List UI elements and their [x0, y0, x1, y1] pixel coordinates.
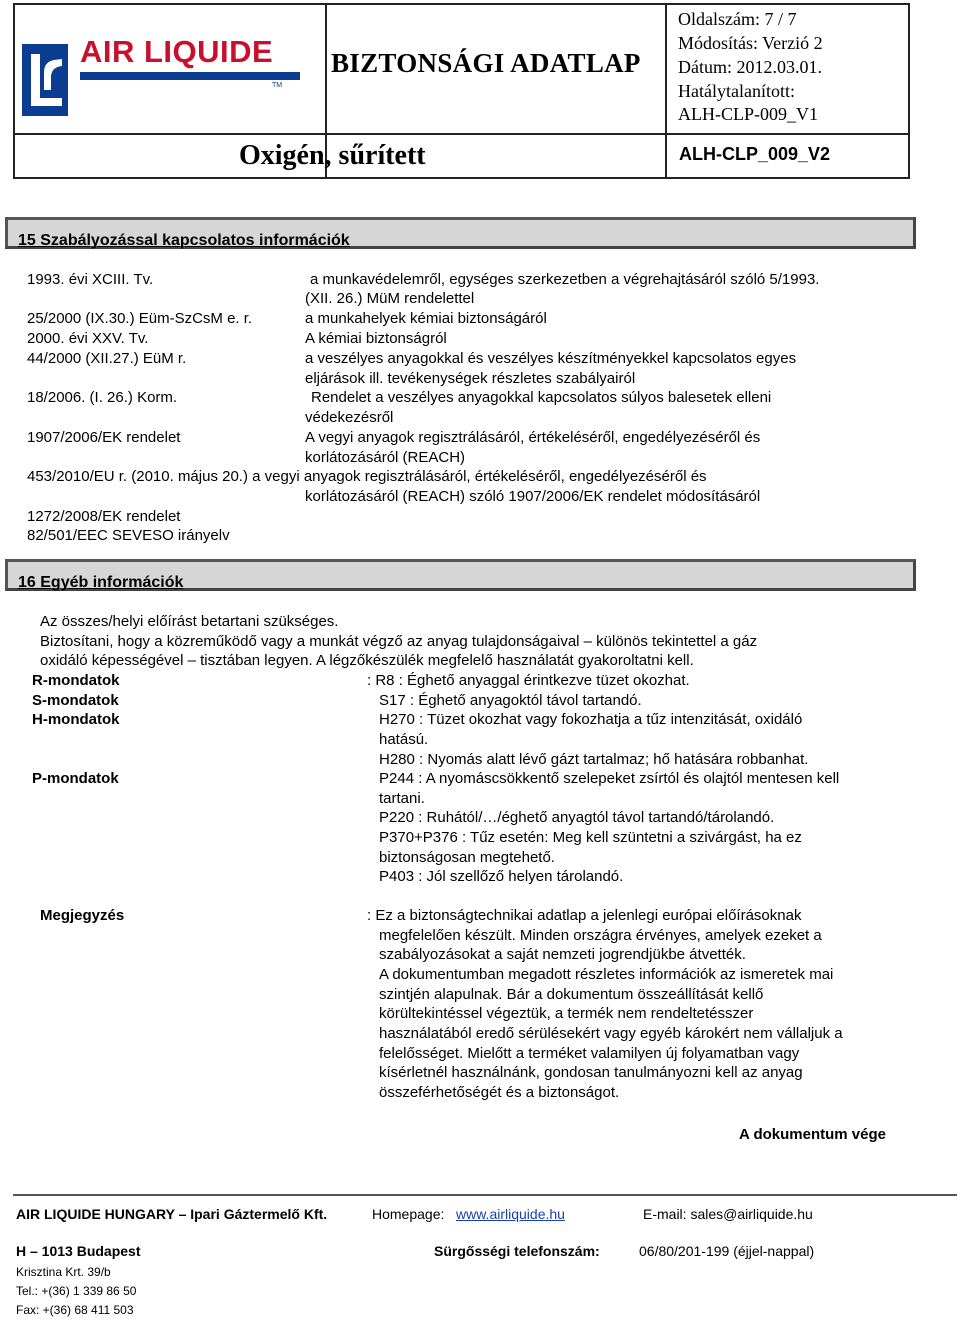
email: E-mail: sales@airliquide.hu — [643, 1206, 813, 1222]
regulation-desc: a munkahelyek kémiai biztonságáról — [305, 310, 547, 327]
regulation-ref: 453/2010/EU r. (2010. május 20.) a vegyi anyagok regisztrálásáról, értékeléséről, engedélyezéséről és — [27, 468, 707, 485]
regulation-desc: A vegyi anyagok regisztrálásáról, értékeléséről, engedélyezéséről és — [305, 429, 761, 446]
regulation-desc: Rendelet a veszélyes anyagokkal kapcsolatos súlyos balesetek elleni — [311, 389, 772, 406]
p-phrase: biztonságosan megtehető. — [379, 849, 555, 866]
p-phrases-label: P-mondatok — [32, 770, 119, 787]
r-phrases-text: : R8 : Éghető anyaggal érintkezve tüzet okozhat. — [367, 672, 690, 689]
footer-divider — [13, 1194, 957, 1196]
p-phrase: P220 : Ruhától/…/éghető anyagtól távol tartandó/tárolandó. — [379, 809, 775, 826]
revision: Módosítás: Verzió 2 — [678, 33, 823, 53]
note-text: : Ez a biztonságtechnikai adatlap a jelenlegi európai előírásoknak — [367, 907, 802, 924]
p-phrase: P370+P376 : Tűz esetén: Meg kell szüntetni a szivárgást, ha ez — [379, 829, 802, 846]
logo-trademark: TM — [272, 82, 283, 89]
s-phrases-label: S-mondatok — [32, 692, 119, 709]
air-liquide-logo-icon — [22, 44, 68, 116]
homepage-link[interactable]: www.airliquide.hu — [456, 1206, 565, 1222]
regulation-desc: (XII. 26.) MüM rendelettel — [305, 290, 475, 307]
telephone: Tel.: +(36) 1 339 86 50 — [16, 1284, 137, 1298]
h-phrase: H270 : Tüzet okozhat vagy fokozhatja a tűz intenzitását, oxidáló — [379, 711, 803, 728]
p-phrase: tartani. — [379, 790, 425, 807]
regulation-desc: A kémiai biztonságról — [305, 330, 447, 347]
regulation-desc: korlátozásáról (REACH) szóló 1907/2006/EK rendelet módosításáról — [305, 488, 761, 505]
emergency-phone-label: Sürgősségi telefonszám: — [434, 1243, 600, 1259]
note-text: használatából eredő sérülésekért vagy egyéb károkért nem vállaljuk a — [379, 1025, 843, 1042]
date: Dátum: 2012.03.01. — [678, 57, 822, 77]
note-text: összeférhetőségét és a biztonságot. — [379, 1084, 620, 1101]
homepage-label: Homepage: — [372, 1206, 445, 1222]
info-text: Biztosítani, hogy a közreműködő vagy a munkát végző az anyag tulajdonságaival – különös tekintettel a gáz — [40, 633, 758, 650]
regulation-desc: védekezésről — [305, 409, 394, 426]
product-name: Oxigén, sűrített — [239, 140, 426, 171]
note-label: Megjegyzés — [40, 907, 125, 924]
regulation-desc: a veszélyes anyagokkal és veszélyes készítményekkel kapcsolatos egyes — [305, 350, 797, 367]
emergency-phone-value: 06/80/201-199 (éjjel-nappal) — [639, 1243, 815, 1259]
note-text: szintjén alapulnak. Bár a dokumentum összeállítását kellő — [379, 986, 764, 1003]
street-address: Krisztina Krt. 39/b — [16, 1265, 111, 1279]
p-phrase: P403 : Jól szellőző helyen tárolandó. — [379, 868, 624, 885]
logo-wordmark: AIR LIQUIDE — [80, 34, 274, 69]
h-phrases-label: H-mondatok — [32, 711, 120, 728]
company-name: AIR LIQUIDE HUNGARY – Ipari Gáztermelő Kft. — [16, 1206, 328, 1222]
regulation-desc: korlátozásáról (REACH) — [305, 449, 466, 466]
logo-underline-bar — [80, 72, 300, 80]
regulation-ref: 1272/2008/EK rendelet — [27, 508, 181, 525]
section-16-heading: 16 Egyéb információk — [18, 574, 184, 591]
regulation-ref: 1993. évi XCIII. Tv. — [27, 271, 154, 288]
section-15-heading: 15 Szabályozással kapcsolatos információk — [18, 232, 350, 249]
info-text: oxidáló képességével – tisztában legyen. A légzőkészülék megfelelő használatát gyakoroltatni kell. — [40, 652, 694, 669]
document-title: BIZTONSÁGI ADATLAP — [331, 48, 641, 78]
supersedes-label: Hatálytalanított: — [678, 81, 795, 101]
document-end: A dokumentum vége — [739, 1126, 886, 1143]
fax: Fax: +(36) 68 411 503 — [16, 1303, 134, 1317]
note-text: körültekintéssel végeztük, a termék nem rendeltetésszer — [379, 1005, 754, 1022]
r-phrases-label: R-mondatok — [32, 672, 120, 689]
supersedes-value: ALH-CLP-009_V1 — [678, 104, 818, 124]
regulation-ref: 82/501/EEC SEVESO irányelv — [27, 527, 230, 544]
info-text: Az összes/helyi előírást betartani szükséges. — [40, 613, 339, 630]
h-phrase: H280 : Nyomás alatt lévő gázt tartalmaz; hő hatására robbanhat. — [379, 751, 809, 768]
regulation-ref: 44/2000 (XII.27.) EüM r. — [27, 350, 187, 367]
note-text: A dokumentumban megadott részletes információk az ismeretek mai — [379, 966, 834, 983]
note-text: szabályozásokat a saját nemzeti jogrendjükbe átvették. — [379, 946, 746, 963]
page-number: Oldalszám: 7 / 7 — [678, 9, 797, 29]
regulation-ref: 1907/2006/EK rendelet — [27, 429, 181, 446]
s-phrases-text: S17 : Éghető anyagoktól távol tartandó. — [379, 692, 642, 709]
product-code: ALH-CLP_009_V2 — [679, 144, 831, 164]
city-address: H – 1013 Budapest — [16, 1243, 141, 1259]
note-text: kísérletnél használnánk, gondosan tanulmányozni kell az anyag — [379, 1064, 803, 1081]
note-text: megfelelően készült. Minden országra érvényes, amelyek ezeket a — [379, 927, 822, 944]
section-16-bar — [5, 559, 916, 591]
h-phrase: hatású. — [379, 731, 429, 748]
regulation-ref: 2000. évi XXV. Tv. — [27, 330, 149, 347]
regulation-ref: 25/2000 (IX.30.) Eüm-SzCsM e. r. — [27, 310, 253, 327]
regulation-desc: eljárások ill. tevékenységek részletes szabályairól — [305, 370, 636, 387]
regulation-desc: a munkavédelemről, egységes szerkezetben a végrehajtásáról szóló 5/1993. — [310, 271, 820, 288]
p-phrase: P244 : A nyomáscsökkentő szelepeket zsírtól és olajtól mentesen kell — [379, 770, 840, 787]
note-text: felelősséget. Mielőtt a terméket valamilyen új folyamatban vagy — [379, 1045, 800, 1062]
section-15-bar — [5, 217, 916, 249]
regulation-ref: 18/2006. (I. 26.) Korm. — [27, 389, 178, 406]
